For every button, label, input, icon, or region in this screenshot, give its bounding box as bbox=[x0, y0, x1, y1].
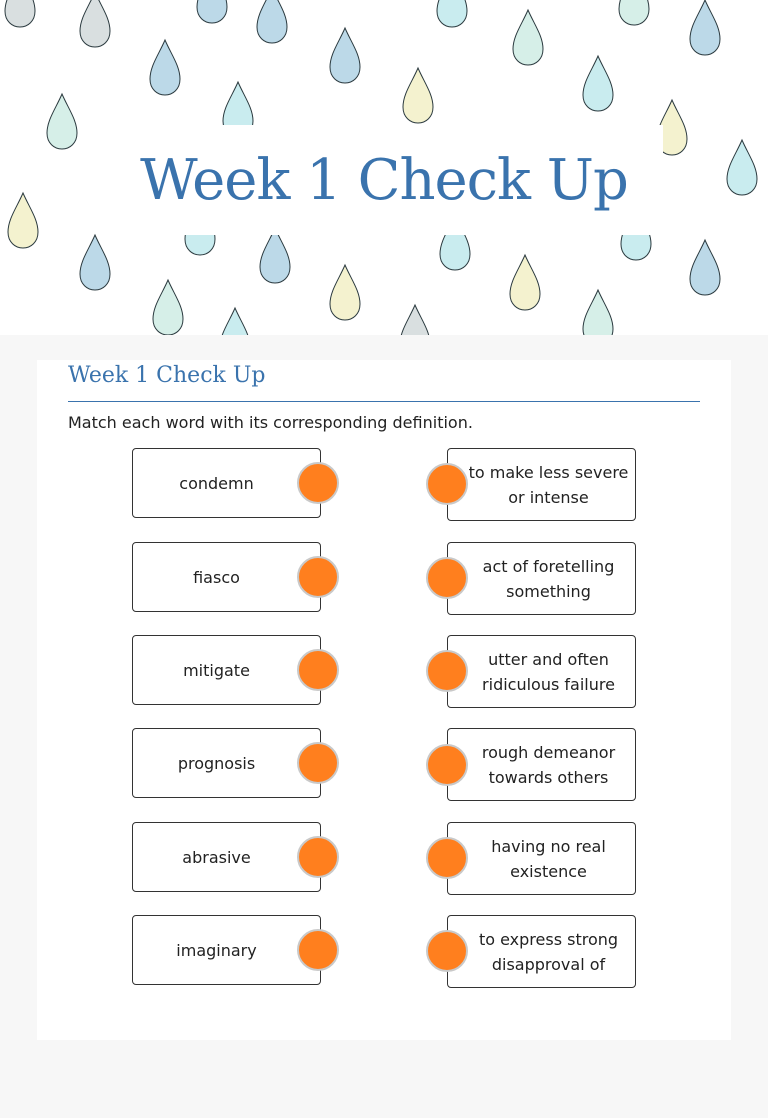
definition-label: utter and often ridiculous failure bbox=[482, 649, 615, 694]
definition-connector-dot[interactable] bbox=[426, 650, 468, 692]
title-divider bbox=[68, 401, 700, 402]
definition-card[interactable] bbox=[447, 728, 636, 801]
definition-connector-dot[interactable] bbox=[426, 744, 468, 786]
worksheet-title: Week 1 Check Up bbox=[68, 363, 266, 388]
instructions-text: Match each word with its corresponding definition. bbox=[68, 413, 473, 432]
word-connector-dot[interactable] bbox=[297, 556, 339, 598]
definition-card[interactable] bbox=[447, 448, 636, 521]
word-connector-dot[interactable] bbox=[297, 742, 339, 784]
definition-label: having no real existence bbox=[491, 836, 606, 881]
word-label: fiasco bbox=[193, 567, 240, 587]
banner-title-box bbox=[105, 125, 663, 235]
word-connector-dot[interactable] bbox=[297, 836, 339, 878]
definition-label: to make less severe or intense bbox=[468, 462, 629, 507]
word-card[interactable] bbox=[132, 915, 321, 985]
word-label: condemn bbox=[179, 473, 254, 493]
definition-label: rough demeanor towards others bbox=[481, 742, 616, 787]
word-card[interactable] bbox=[132, 728, 321, 798]
word-card[interactable] bbox=[132, 635, 321, 705]
word-label: imaginary bbox=[176, 940, 257, 960]
definition-connector-dot[interactable] bbox=[426, 837, 468, 879]
word-connector-dot[interactable] bbox=[297, 929, 339, 971]
word-card[interactable] bbox=[132, 448, 321, 518]
definition-connector-dot[interactable] bbox=[426, 463, 468, 505]
definition-card[interactable] bbox=[447, 822, 636, 895]
word-label: abrasive bbox=[182, 847, 251, 867]
word-connector-dot[interactable] bbox=[297, 462, 339, 504]
word-card[interactable] bbox=[132, 542, 321, 612]
definition-label: to express strong disapproval of bbox=[478, 929, 619, 974]
word-label: mitigate bbox=[183, 660, 250, 680]
definition-card[interactable] bbox=[447, 915, 636, 988]
word-card[interactable] bbox=[132, 822, 321, 892]
banner-title: Week 1 Check Up bbox=[140, 147, 628, 213]
definition-connector-dot[interactable] bbox=[426, 930, 468, 972]
header-banner bbox=[0, 0, 768, 335]
worksheet-card bbox=[37, 360, 731, 1040]
word-connector-dot[interactable] bbox=[297, 649, 339, 691]
definition-card[interactable] bbox=[447, 635, 636, 708]
definition-label: act of foretelling something bbox=[482, 556, 615, 601]
word-label: prognosis bbox=[177, 753, 256, 773]
definition-connector-dot[interactable] bbox=[426, 557, 468, 599]
definition-card[interactable] bbox=[447, 542, 636, 615]
